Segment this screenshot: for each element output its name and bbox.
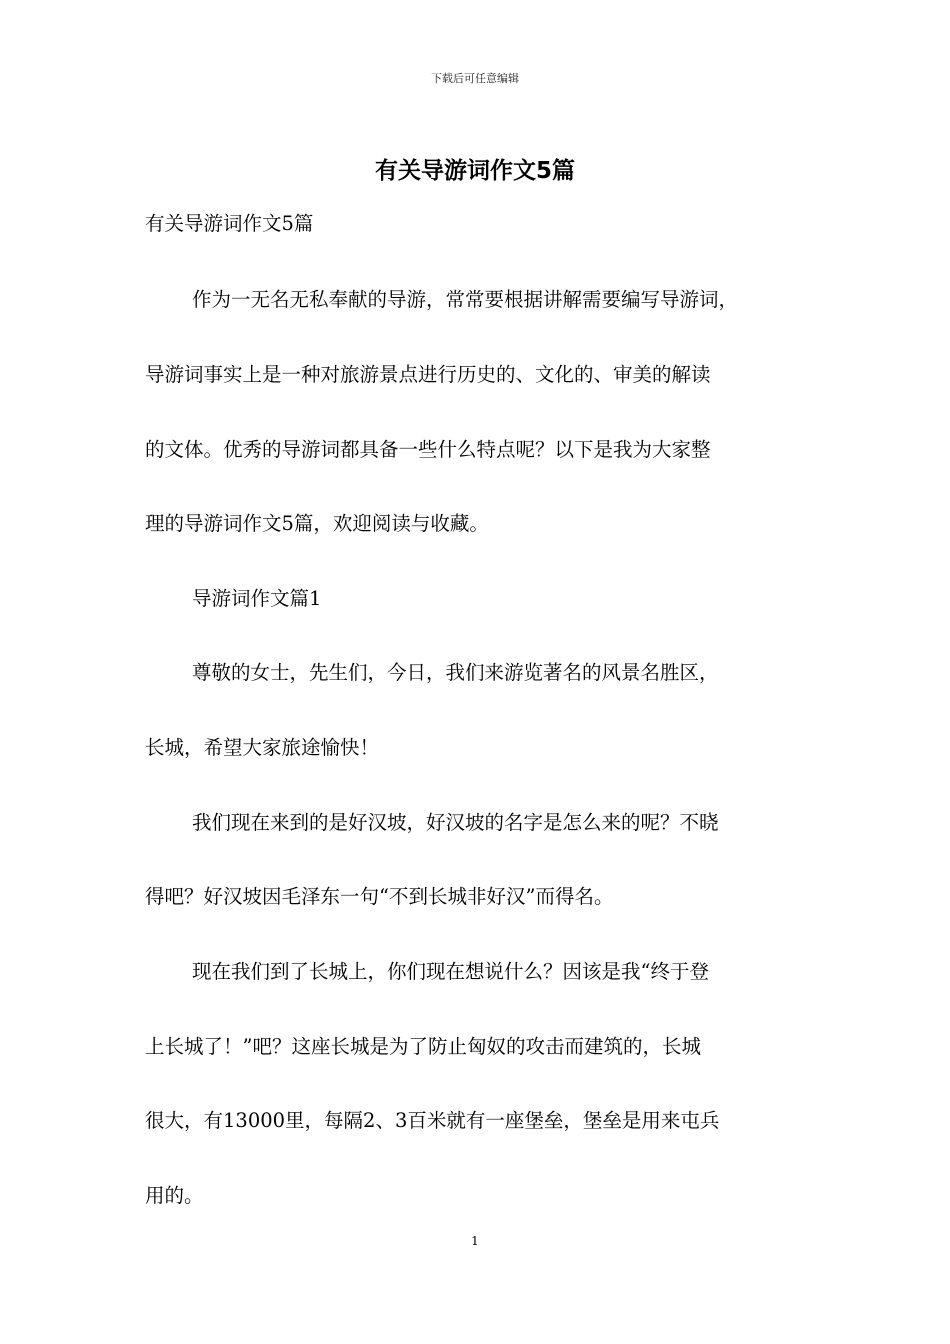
- document-title: 有关导游词作文5篇: [374, 158, 575, 184]
- section-heading: 导游词作文篇1: [192, 587, 322, 610]
- paragraph-line: 作为一无名无私奉献的导游，常常要根据讲解需要编写导游词，: [192, 288, 739, 311]
- paragraph-line: 很大，有13000里，每隔2、3百米就有一座堡垒，堡垒是用来屯兵: [145, 1109, 720, 1132]
- paragraph-line: 得吧？好汉坡因毛泽东一句“不到长城非好汉”而得名。: [145, 885, 614, 908]
- paragraph-line: 现在我们到了长城上，你们现在想说什么？因该是我“终于登: [192, 960, 709, 983]
- paragraph-line: 理的导游词作文5篇，欢迎阅读与收藏。: [145, 512, 489, 535]
- paragraph-line: 尊敬的女士，先生们，今日，我们来游览著名的风景名胜区，: [192, 661, 719, 684]
- paragraph-line: 长城，希望大家旅途愉快！: [145, 736, 380, 759]
- subtitle-line: 有关导游词作文5篇: [145, 212, 314, 235]
- paragraph-line: 上长城了！”吧？这座长城是为了防止匈奴的攻击而建筑的，长城: [145, 1035, 701, 1058]
- page-number: 1: [471, 1234, 479, 1248]
- header-note: 下载后可任意编辑: [431, 72, 519, 85]
- paragraph-line: 导游词事实上是一种对旅游景点进行历史的、文化的、审美的解读: [145, 363, 711, 386]
- paragraph-line: 的文体。优秀的导游词都具备一些什么特点呢？以下是我为大家整: [145, 438, 711, 461]
- paragraph-line: 我们现在来到的是好汉坡，好汉坡的名字是怎么来的呢？不晓: [192, 811, 719, 834]
- paragraph-line: 用的。: [145, 1184, 204, 1207]
